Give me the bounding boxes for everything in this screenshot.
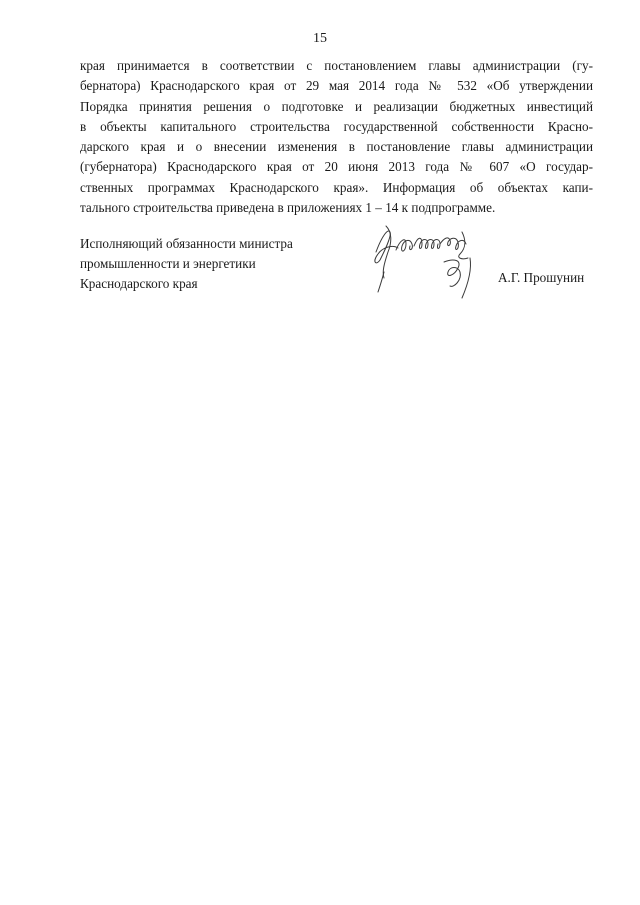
signature-block xyxy=(80,234,593,324)
paragraph-line: в объекты капитального строительства государственной собственности Красно- xyxy=(80,118,593,134)
paragraph-line: ственных программах Краснодарского края». Информация об объектах капи- xyxy=(80,179,593,195)
paragraph-line: дарского края и о внесении изменения в постановление главы администрации xyxy=(80,139,593,155)
paragraph-line: края принимается в соответствии с постановлением главы администрации (гу- xyxy=(80,58,593,73)
page-number: 15 xyxy=(313,31,327,46)
paragraph-line: бернатора) Краснодарского края от 29 мая 2014 года № 532 «Об утверждении xyxy=(80,78,593,94)
paragraph-line: Порядка принятия решения о подготовке и реализации бюджетных инвестиций xyxy=(80,98,593,114)
body-paragraph xyxy=(80,56,593,218)
signature-strokes xyxy=(375,226,471,298)
signatory-title-line: Исполняющий обязанности министра xyxy=(80,236,293,251)
paragraph-line: тального строительства приведена в приложениях 1 – 14 к подпрограмме. xyxy=(80,200,496,216)
signatory-title xyxy=(80,234,293,294)
handwritten-signature xyxy=(362,222,502,306)
signatory-title-line: промышленности и энергетики xyxy=(80,256,256,271)
signatory-name: А.Г. Прошунин xyxy=(498,270,585,285)
paragraph-line: (губернатора) Краснодарского края от 20 июня 2013 года № 607 «О государ- xyxy=(80,159,593,175)
signatory-title-line: Краснодарского края xyxy=(80,276,198,291)
